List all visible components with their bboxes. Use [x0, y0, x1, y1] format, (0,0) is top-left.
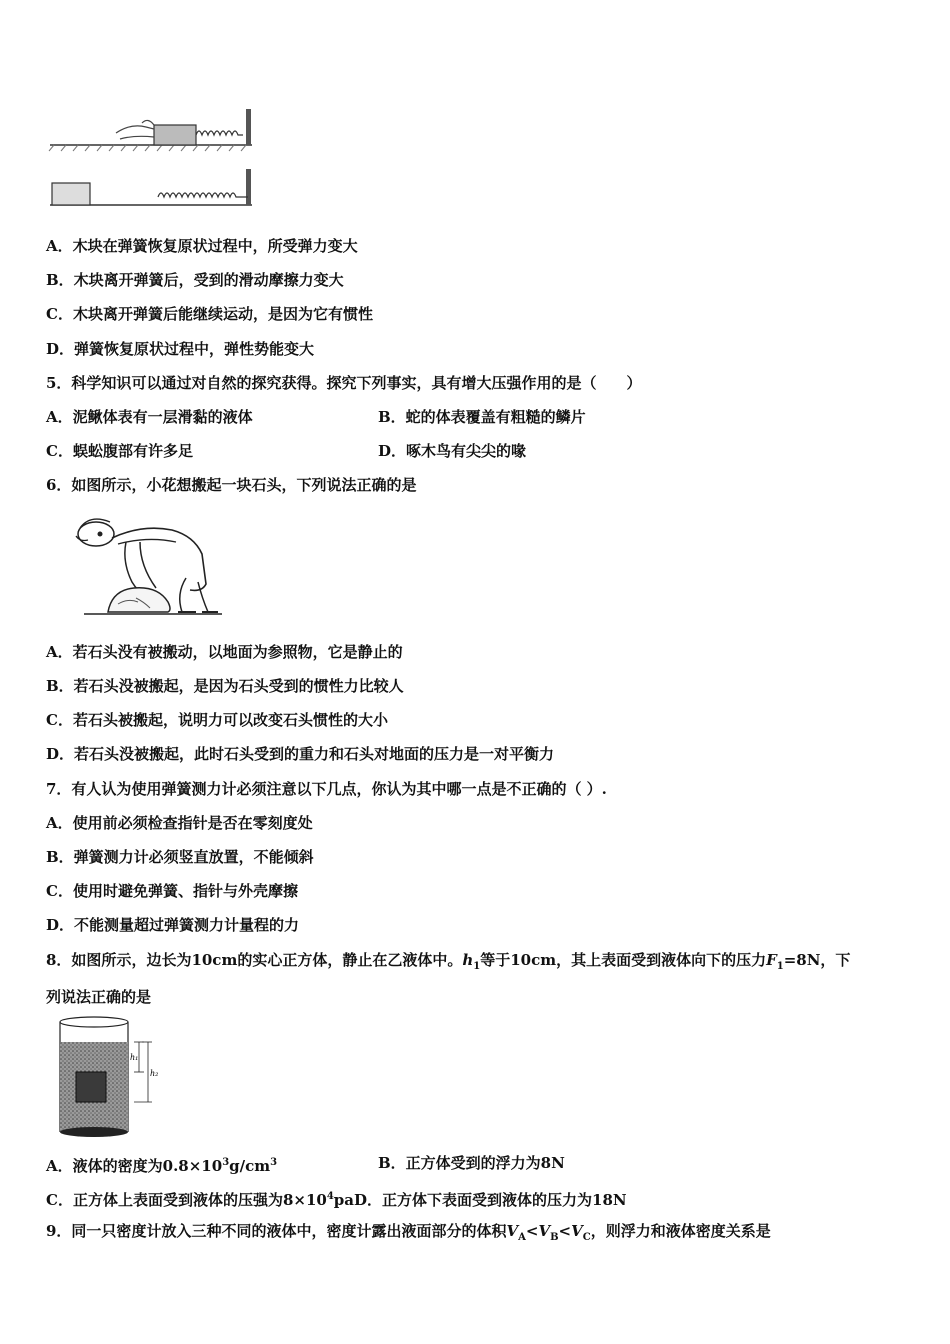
q8-opt-a-pre: A．液体的密度为0.8×10 — [46, 1157, 223, 1175]
q4-option-d: D．弹簧恢复原状过程中，弹性势能变大 — [46, 340, 315, 358]
q8-opt-c-pre: C．正方体上表面受到液体的压强为8×10 — [46, 1191, 327, 1209]
q4-option-b: B．木块离开弹簧后，受到的滑动摩擦力变大 — [46, 271, 344, 289]
q5-stem: 5．科学知识可以通过对自然的探究获得。探究下列事实，具有增大压强作用的是（ ） — [46, 374, 642, 392]
q6-option-b: B．若石头没被搬起，是因为石头受到的惯性力比较人 — [46, 677, 404, 695]
q8-stem-c: =8N，下 — [783, 951, 851, 969]
q6-stem: 6．如图所示，小花想搬起一块石头，下列说法正确的是 — [46, 476, 417, 494]
q9-v-c: V — [571, 1222, 583, 1240]
q8-option-d: D．正方体下表面受到液体的压力为18N — [354, 1191, 627, 1209]
q6-option-c: C．若石头被搬起，说明力可以改变石头惯性的大小 — [46, 711, 388, 729]
q8-f1-var: F — [766, 951, 777, 969]
q4-option-c: C．木块离开弹簧后能继续运动，是因为它有惯性 — [46, 305, 373, 323]
q9-v-b: V — [538, 1222, 551, 1240]
h1-label: h₁ — [130, 1053, 139, 1062]
q9-sub-b: B — [550, 1232, 559, 1243]
cube-in-liquid-figure — [52, 1014, 162, 1142]
q8-h1-var: h — [462, 951, 474, 969]
q9-sub-c: C — [582, 1232, 591, 1243]
q9-stem-post: ，则浮力和液体密度关系是 — [590, 1222, 771, 1240]
q7-option-c: C．使用时避免弹簧、指针与外壳摩擦 — [46, 882, 298, 900]
q7-option-d: D．不能测量超过弹簧测力计量程的力 — [46, 916, 300, 934]
q8-option-a — [46, 1153, 277, 1176]
q8-opt-a-exp2: 3 — [270, 1157, 278, 1168]
h2-label: h₂ — [150, 1069, 159, 1078]
q7-option-b: B．弹簧测力计必须竖直放置，不能倾斜 — [46, 848, 314, 866]
q6-option-a: A．若石头没有被搬动，以地面为参照物，它是静止的 — [46, 643, 403, 661]
q8-option-c-d — [46, 1187, 627, 1210]
q8-stem-a: 8．如图所示，边长为10cm的实心正方体，静止在乙液体中。 — [46, 951, 463, 969]
q9-v-a: V — [506, 1222, 519, 1240]
q5-option-c: C．蜈蚣腹部有许多足 — [46, 442, 193, 460]
q8-option-b: B．正方体受到的浮力为8N — [378, 1154, 565, 1172]
q8-h1-sub: 1 — [473, 961, 481, 972]
q9-lt-2: < — [558, 1222, 572, 1240]
q8-opt-c-post: pa — [333, 1191, 355, 1209]
q9-lt-1: < — [525, 1222, 539, 1240]
q9-stem-pre: 9．同一只密度计放入三种不同的液体中，密度计露出液面部分的体积 — [46, 1222, 507, 1240]
q8-stem-b: 等于10cm，其上表面受到液体向下的压力 — [480, 951, 767, 969]
q9-sub-a: A — [518, 1232, 526, 1243]
q8-stem — [46, 950, 850, 977]
q5-option-b: B．蛇的体表覆盖有粗糙的鳞片 — [378, 408, 586, 426]
q5-option-d: D．啄木鸟有尖尖的喙 — [378, 442, 527, 460]
q6-option-d: D．若石头没被搬起，此时石头受到的重力和石头对地面的压力是一对平衡力 — [46, 745, 555, 763]
lifting-stone-figure — [66, 512, 226, 618]
spring-block-figure — [46, 105, 256, 215]
q7-stem: 7．有人认为使用弹簧测力计必须注意以下几点，你认为其中哪一点是不正确的（ ）. — [46, 780, 607, 798]
q8-opt-a-exp: 3 — [222, 1157, 230, 1168]
q8-stem-line2: 列说法正确的是 — [46, 988, 152, 1006]
q7-option-a: A．使用前必须检查指针是否在零刻度处 — [46, 814, 313, 832]
q8-opt-c-exp: 4 — [326, 1191, 334, 1202]
q4-option-a: A．木块在弹簧恢复原状过程中，所受弹力变大 — [46, 237, 358, 255]
q5-option-a: A．泥鳅体表有一层滑黏的液体 — [46, 408, 253, 426]
q8-f1-sub: 1 — [776, 961, 784, 972]
q9-stem — [46, 1221, 771, 1248]
q8-opt-a-mid: g/cm — [229, 1157, 271, 1175]
